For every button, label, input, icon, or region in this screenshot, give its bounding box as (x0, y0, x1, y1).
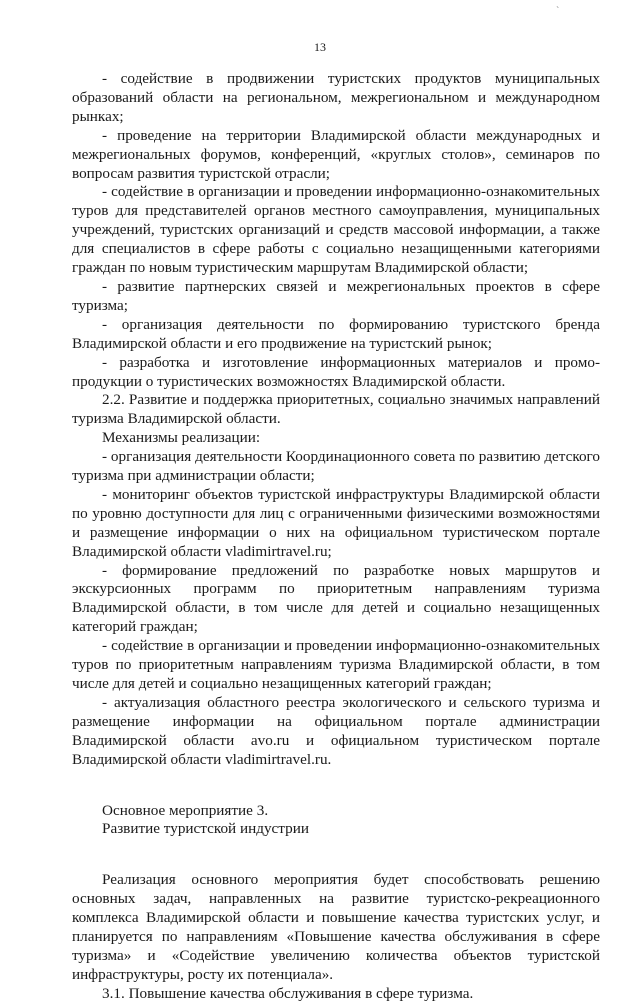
paragraph: Механизмы реализации: (102, 429, 261, 447)
paragraph: - формирование предложений по разработке новых маршрутов и экскурсионных программ по приоритетным направлениям туризма Владимирской области, в том числе для детей и социально незащищенных категорий граждан; (72, 561, 600, 636)
paragraph: Реализация основного мероприятия будет способствовать решению основных задач, направленных на развитие туристско-рекреационного комплекса Владимирской области и повышение качества туристских услуг, и планируется по направлениям «Повышение качества обслуживания в сфере туризма» и «Содействие увеличению количества объектов туристской инфраструктуры, росту их потенциала». (72, 871, 600, 983)
paragraph: - содействие в продвижении туристских продуктов муниципальных образований области на региональном, межрегиональном и международном рынках; (72, 70, 600, 125)
paragraph: - организация деятельности по формированию туристского бренда Владимирской области и его продвижение на туристский рынок; (72, 315, 600, 352)
paragraph: - проведение на территории Владимирской области международных и межрегиональных форумов, конференций, «круглых столов», семинаров по вопросам развития туристской отрасли; (72, 126, 600, 182)
paragraph: 3.1. Повышение качества обслуживания в сфере туризма. (102, 984, 474, 1002)
paragraph: - организация деятельности Координационного совета по развитию детского туризма при администрации области; (72, 448, 600, 485)
document-body (72, 70, 600, 1004)
section-heading-number: Основное мероприятие 3. (102, 801, 269, 819)
paragraph: - развитие партнерских связей и межрегиональных проектов в сфере туризма; (72, 277, 600, 314)
spacer (72, 839, 600, 871)
paragraph: - актуализация областного реестра экологического и сельского туризма и размещение информации на официальном портале администрации Владимирской области avo.ru и официальном туристическом портале Владимирской области vladimirtravel.ru. (72, 693, 600, 768)
paragraph: - разработка и изготовление информационных материалов и промо-продукции о туристических возможностях Владимирской области. (72, 353, 600, 390)
paragraph: - содействие в организации и проведении информационно-ознакомительных туров по приоритетным направлениям туризма Владимирской области, в том числе для детей и социально незащищенных категорий граждан; (72, 637, 600, 692)
paragraph: - содействие в организации и проведении информационно-ознакомительных туров для представителей органов местного самоуправления, муниципальных учреждений, туристских организаций и средств массовой информации, а также для специалистов в сфере работы с социально незащищенными категориями граждан по новым туристическим маршрутам Владимирской области; (72, 183, 600, 277)
section-heading-title: Развитие туристской индустрии (102, 820, 309, 838)
scan-mark: ` (556, 6, 560, 17)
paragraph: - мониторинг объектов туристской инфраструктуры Владимирской области по уровню доступности для лиц с ограниченными физическими возможностями и размещение информации о них на официальном туристическом портале Владимирской области vladimirtravel.ru; (72, 485, 600, 560)
paragraph: 2.2. Развитие и поддержка приоритетных, социально значимых направлений туризма Владимирской области. (72, 391, 600, 428)
page-number: 13 (314, 40, 326, 54)
